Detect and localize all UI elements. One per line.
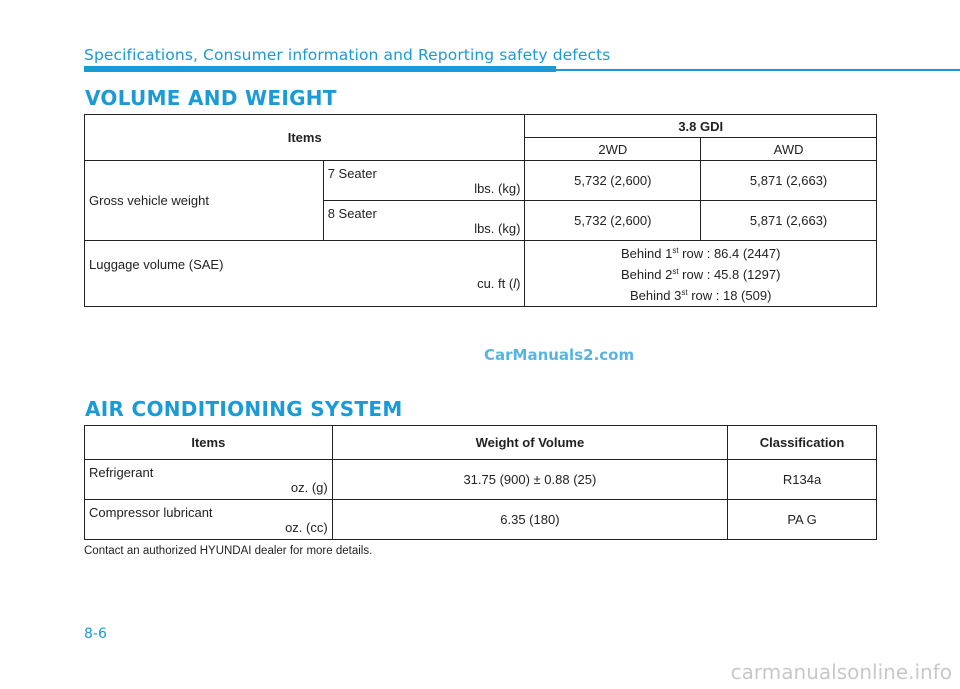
- seater-label: 7 Seater: [327, 165, 377, 181]
- header-rule-thick: [84, 66, 556, 72]
- item-cell: [85, 460, 333, 500]
- seater-label: 8 Seater: [327, 205, 377, 221]
- engine-header: 3.8 GDI: [525, 115, 877, 138]
- unit-label: lbs. (kg): [474, 180, 521, 196]
- gvw-label: Gross vehicle weight: [85, 161, 324, 241]
- table-row: [85, 500, 877, 540]
- unit-label: oz. (cc): [285, 519, 328, 535]
- seater-cell: [323, 201, 525, 241]
- air-conditioning-title: AIR CONDITIONING SYSTEM: [85, 397, 403, 421]
- table-row: [85, 241, 877, 307]
- table-row: [85, 161, 877, 201]
- value-2wd: 5,732 (2,600): [525, 161, 701, 201]
- header-rule-thin: [556, 69, 960, 71]
- value-2wd: 5,732 (2,600): [525, 201, 701, 241]
- luggage-label: Luggage volume (SAE): [89, 256, 224, 272]
- classification-value: PA G: [728, 500, 877, 540]
- table-row: [85, 460, 877, 500]
- luggage-values: [525, 241, 877, 307]
- seater-cell: [323, 161, 525, 201]
- luggage-unit: cu. ft (l): [477, 275, 521, 291]
- weight-value: 6.35 (180): [332, 500, 727, 540]
- luggage-line: Behind 2st row : 45.8 (1297): [620, 267, 781, 282]
- item-cell: [85, 500, 333, 540]
- col-awd-header: AWD: [701, 138, 877, 161]
- volume-weight-title: VOLUME AND WEIGHT: [85, 86, 337, 110]
- items-header: Items: [85, 115, 525, 161]
- volume-weight-table: [84, 114, 877, 307]
- air-conditioning-table: [84, 425, 877, 540]
- col-2wd-header: 2WD: [525, 138, 701, 161]
- classification-value: R134a: [728, 460, 877, 500]
- item-label: Refrigerant: [89, 464, 154, 480]
- header-classification: Classification: [728, 426, 877, 460]
- carmanuals-watermark: CarManuals2.com: [484, 346, 635, 364]
- item-label: Compressor lubricant: [89, 504, 213, 520]
- table-row: [85, 426, 877, 460]
- header-items: Items: [85, 426, 333, 460]
- table-row: [85, 115, 877, 138]
- footer-watermark: carmanualsonline.info: [730, 660, 952, 684]
- unit-label: oz. (g): [290, 479, 328, 495]
- luggage-cell: [85, 241, 525, 307]
- luggage-line: Behind 3st row : 18 (509): [630, 288, 772, 303]
- dealer-footnote: Contact an authorized HYUNDAI dealer for more details.: [84, 545, 373, 557]
- header-weight: Weight of Volume: [332, 426, 727, 460]
- page-number: 8-6: [84, 626, 107, 642]
- value-awd: 5,871 (2,663): [701, 161, 877, 201]
- value-awd: 5,871 (2,663): [701, 201, 877, 241]
- section-header-title: Specifications, Consumer information and Reporting safety defects: [84, 46, 611, 64]
- unit-label: lbs. (kg): [474, 220, 521, 236]
- luggage-line: Behind 1st row : 86.4 (2447): [620, 246, 781, 261]
- weight-value: 31.75 (900) ± 0.88 (25): [332, 460, 727, 500]
